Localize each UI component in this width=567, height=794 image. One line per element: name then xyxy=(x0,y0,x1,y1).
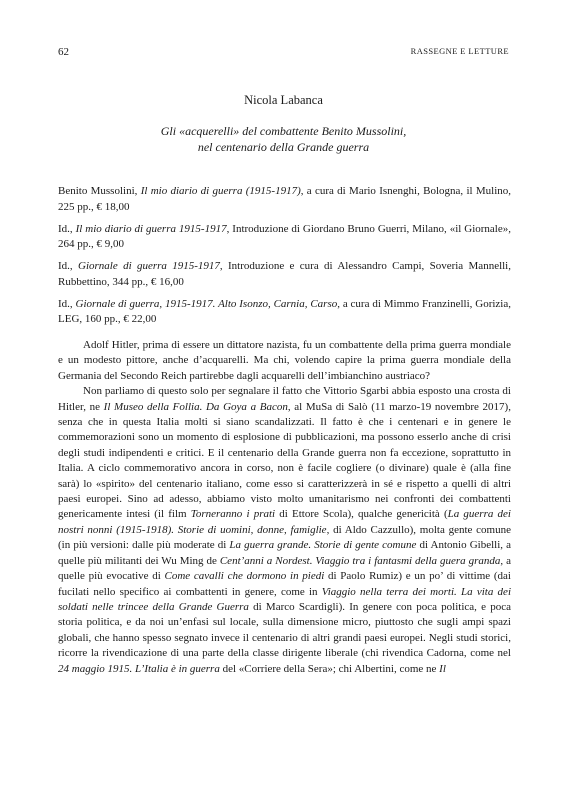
reference-details: , a cura di Mimmo Franzinelli, Gorizia, LEG, 160 pp., € 22,00 xyxy=(58,297,511,325)
body-text: di Aldo Cazzullo), molta gente comune (in più versioni: dalle più moderate di xyxy=(58,523,512,552)
italic-title: Viaggio nella terra dei morti. La vita dei soldati nelle trincee della Grande Guerra xyxy=(58,585,511,613)
italic-title: Come cavalli che dormono in piedi xyxy=(164,570,325,583)
reference-title: Giornale di guerra 1915-1917 xyxy=(78,260,220,272)
reference-author: Id., xyxy=(58,297,76,310)
body-text: , al MuSa di Salò (11 marzo-19 novembre 2017), senza che in questa Italia molti si siano scandalizzati. Il fatto è che i centenari e in genere le commemorazioni sono un momento di esplosione di pubblicazioni, ma possono esserlo anche di crisi degli studi indipendenti e critici. E il centenario della Grande guerra non fa eccezione, soprattutto in Italia. A ciclo commemorativo ancora in corso, non è facile cogliere (o divinare) quale è (alla fine sarà) lo «spirito» del centenario italiano, come esso si caratterizzerà in sé e rispetto a quelli di altri paesi europei. Sino ad adesso, abbiamo visto molto umanitarismo nei confronti dei combattenti genericamente intesi (il film xyxy=(58,400,511,521)
reference-details: , a cura di Mario Isnenghi, Bologna, il Mulino, 225 pp., € 18,00 xyxy=(58,185,511,213)
italic-title: Cent’anni a Nordest. Viaggio tra i fantasmi della guera granda xyxy=(219,554,501,567)
italic-title: Il xyxy=(439,662,446,675)
reference-title: Il mio diario di guerra (1915-1917) xyxy=(140,185,301,197)
body-text: di Marco Scardigli). In genere con poca politica, e poca storia politica, e da noi un’enfasi sul locale, sulla dimensione micro, piuttosto che sugli ampi spazi globali, che hanno spesso segnato invece il centenario di altri grandi paesi europei. Negli studi storici, ricorre la rivendicazione di una parte della classe dirigente liberale (chi rivendica Cadorna, come nel xyxy=(58,600,511,660)
italic-title: La guerra dei nostri nonni (1915-1918). Storie di uomini, donne, famiglie, xyxy=(58,508,511,536)
italic-title: Torneranno i prati xyxy=(190,508,276,521)
reference-details: , Introduzione di Giordano Bruno Guerri, Milano, «il Giornale», 264 pp., € 9,00 xyxy=(58,222,511,250)
italic-title: 24 maggio 1915. L’Italia è in guerra xyxy=(58,662,220,675)
body-text: di Ettore Scola), qualche genericità ( xyxy=(275,508,448,521)
book-reference xyxy=(58,222,511,253)
page-number: 62 xyxy=(58,46,69,58)
reference-author: Benito Mussolini, xyxy=(58,185,141,197)
title-line-1: Gli «acquerelli» del combattente Benito Mussolini, xyxy=(160,124,407,138)
reference-details: , Introduzione e cura di Alessandro Campi, Soveria Mannelli, Rubbettino, 344 pp., € 16,00 xyxy=(58,260,511,288)
book-reference xyxy=(58,297,511,328)
body-text: di Paolo Rumiz) e un po’ di vittime (dai fucilati nello specifico ai combattenti in genere, come in xyxy=(58,570,511,598)
title-line-2: nel centenario della Grande guerra xyxy=(197,139,370,154)
body-paragraph: Adolf Hitler, prima di essere un dittatore nazista, fu un combattente della prima guerra mondiale e un modesto pittore, anche d’acquarelli. Ma chi, volendo capire la prima guerra mondiale della Germania del Secondo Reich partirebbe dagli acquarelli dell’imbianchino austriaco? xyxy=(58,339,511,382)
article-body xyxy=(58,338,511,677)
book-reference xyxy=(58,184,511,215)
body-text: del «Corriere della Sera»; chi Albertini, come ne xyxy=(219,662,440,675)
book-reference xyxy=(58,259,511,290)
body-text: , a quelle più evocative di xyxy=(58,554,511,583)
reference-author: Id., xyxy=(58,222,76,235)
article-author: Nicola Labanca xyxy=(244,93,323,107)
body-text: Non parliamo di questo solo per segnalare il fatto che Vittorio Sgarbi abbia esposto una crosta di Hitler, ne xyxy=(58,385,511,413)
body-paragraph xyxy=(58,384,511,677)
body-text: di Antonio Gibelli, a quelle più militanti dei Wu Ming de xyxy=(58,539,511,567)
italic-title: La guerra grande. Storie di gente comune xyxy=(229,539,417,552)
reviewed-books-list xyxy=(58,184,511,334)
article-title xyxy=(0,124,567,155)
italic-title: Il Museo della Follia. Da Goya a Bacon xyxy=(103,400,288,413)
reference-author: Id., xyxy=(58,260,79,272)
reference-title: Giornale di guerra, 1915-1917. Alto Isonzo, Carnia, Carso xyxy=(75,297,338,310)
section-title: RASSEGNE E LETTURE xyxy=(410,46,509,56)
reference-title: Il mio diario di guerra 1915-1917 xyxy=(75,222,227,235)
running-header xyxy=(58,46,509,60)
